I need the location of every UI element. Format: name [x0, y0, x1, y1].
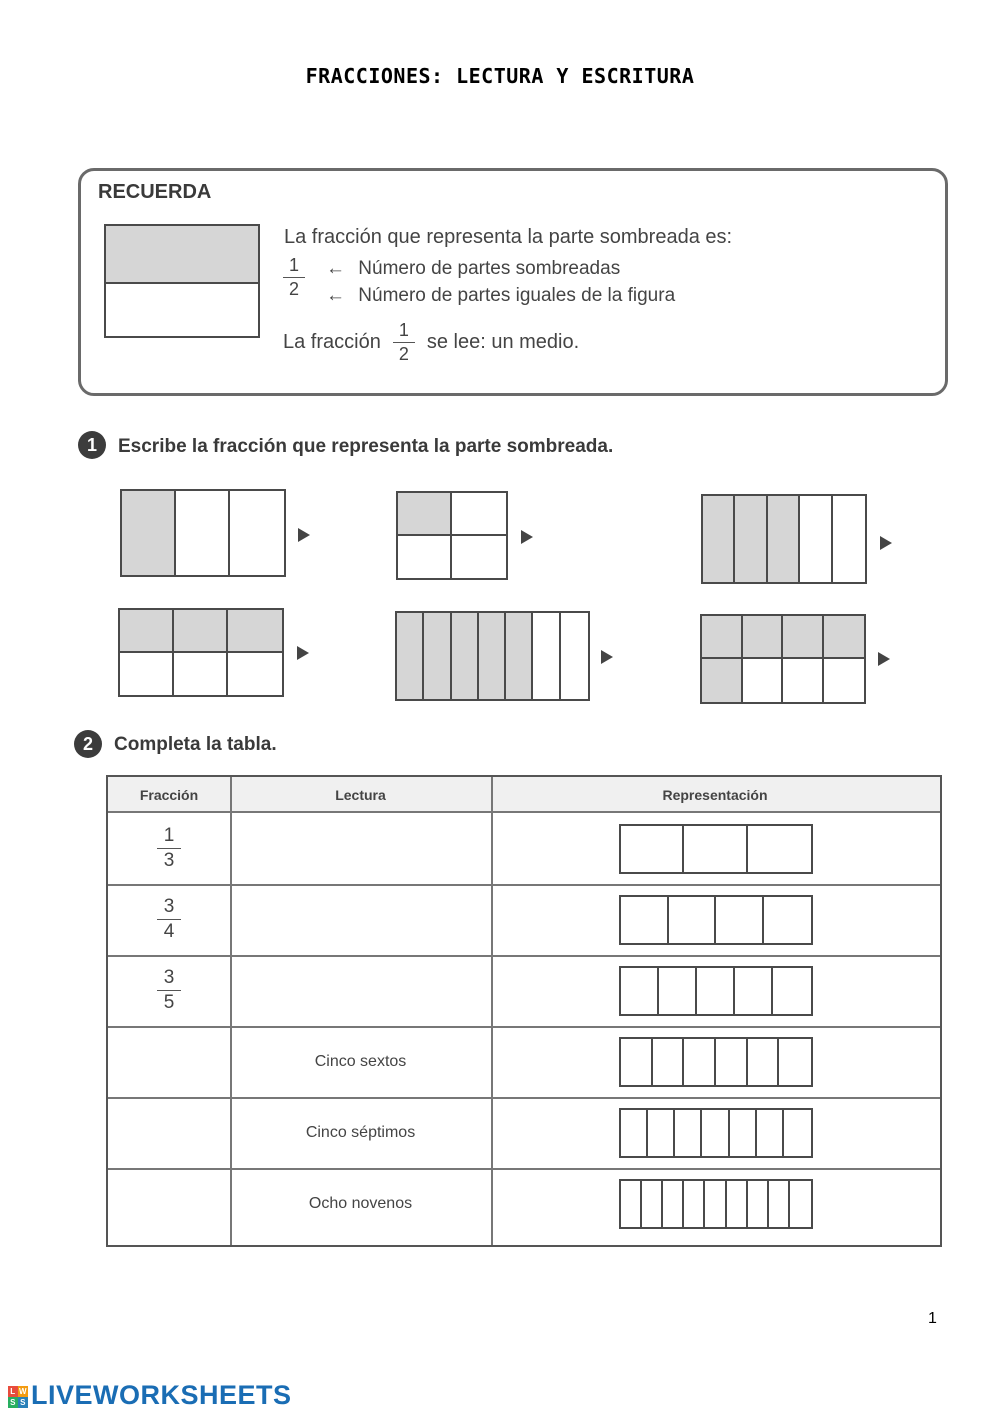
shaded-part — [506, 613, 533, 699]
unshaded-part — [176, 491, 230, 575]
answer-arrow-icon — [880, 536, 892, 550]
column-header: Representación — [662, 787, 768, 803]
shaded-part — [768, 496, 800, 582]
read-numerator: 1 — [398, 320, 409, 340]
unshaded-part — [743, 659, 784, 702]
unshaded-part — [452, 493, 506, 536]
representation-part[interactable] — [769, 1181, 790, 1227]
representation-part[interactable] — [659, 968, 697, 1014]
representation-part[interactable] — [748, 1039, 780, 1085]
unshaded-part — [833, 496, 865, 582]
fraction-cell[interactable] — [108, 1026, 230, 1097]
fraction-denominator: 5 — [163, 992, 175, 1014]
representation-part[interactable] — [621, 826, 684, 872]
unshaded-part — [230, 491, 284, 575]
representation-part[interactable] — [730, 1110, 757, 1156]
reading-cell: Cinco sextos — [314, 1052, 407, 1070]
fraction-denominator: 4 — [163, 921, 175, 943]
unshaded-part — [533, 613, 560, 699]
reading-cell: Ocho novenos — [308, 1194, 413, 1212]
table-row — [108, 1168, 940, 1239]
shaded-part — [824, 616, 865, 659]
fraction-bar — [157, 990, 181, 992]
representation-bar[interactable] — [619, 1037, 813, 1087]
fraction-cell[interactable] — [108, 1168, 230, 1239]
figure-2-quarters — [396, 491, 508, 580]
logo-text: LIVEWORKSHEETS — [31, 1380, 292, 1410]
page-number: 1 — [928, 1310, 937, 1327]
liveworksheets-logo — [8, 1380, 292, 1411]
recuerda-heading: RECUERDA — [98, 181, 212, 203]
fraction-value — [157, 967, 181, 1014]
fraction-numerator: 1 — [163, 824, 175, 846]
fraction-bar — [157, 919, 181, 921]
shaded-part — [398, 493, 452, 536]
left-arrow-icon: ← — [326, 285, 345, 306]
unshaded-part — [228, 653, 282, 696]
answer-arrow-icon — [878, 652, 890, 666]
representation-part[interactable] — [773, 968, 811, 1014]
recuerda-line1: La fracción que representa la parte sombreada es: — [284, 226, 733, 248]
reading-cell[interactable] — [230, 884, 491, 955]
unshaded-part — [398, 536, 452, 579]
unshaded-part — [824, 659, 865, 702]
representation-part[interactable] — [757, 1110, 784, 1156]
representation-part[interactable] — [669, 897, 717, 943]
shaded-part — [703, 496, 735, 582]
unshaded-part — [783, 659, 824, 702]
shaded-part — [702, 659, 743, 702]
left-arrow-icon: ← — [326, 258, 345, 279]
denominator-label: Número de partes iguales de la figura — [358, 285, 676, 306]
fraction-cell[interactable] — [108, 813, 230, 884]
representation-part[interactable] — [748, 1181, 769, 1227]
read-fraction — [393, 320, 415, 365]
unshaded-part — [120, 653, 174, 696]
answer-arrow-icon — [601, 650, 613, 664]
page-title: FRACCIONES: LECTURA Y ESCRITURA — [305, 64, 695, 88]
figure-6-eighths — [700, 614, 866, 704]
representation-part[interactable] — [675, 1110, 702, 1156]
recuerda-shaded-half — [106, 226, 258, 284]
representation-part[interactable] — [697, 968, 735, 1014]
representation-bar[interactable] — [619, 895, 813, 945]
figure-3-fifths — [701, 494, 867, 584]
fraction-numerator: 3 — [163, 966, 175, 988]
fraction-bar — [283, 277, 305, 279]
shaded-part — [122, 491, 176, 575]
shaded-part — [452, 613, 479, 699]
column-header: Fracción — [139, 787, 199, 803]
shaded-part — [479, 613, 506, 699]
column-header: Lectura — [335, 787, 386, 803]
shaded-part — [120, 610, 174, 653]
representation-part[interactable] — [784, 1110, 811, 1156]
unshaded-part — [800, 496, 832, 582]
representation-part[interactable] — [748, 826, 811, 872]
table-row — [108, 1026, 940, 1097]
representation-part[interactable] — [621, 1181, 642, 1227]
reading-cell[interactable] — [230, 813, 491, 884]
representation-part[interactable] — [653, 1039, 685, 1085]
fraction-cell[interactable] — [108, 884, 230, 955]
answer-arrow-icon — [298, 528, 310, 542]
representation-bar[interactable] — [619, 824, 813, 874]
representation-part[interactable] — [716, 897, 764, 943]
recuerda-numerator: 1 — [288, 255, 299, 275]
answer-arrow-icon — [521, 530, 533, 544]
read-prefix: La fracción — [283, 330, 381, 353]
recuerda-fraction — [283, 255, 305, 300]
representation-part[interactable] — [621, 968, 659, 1014]
representation-part[interactable] — [764, 897, 812, 943]
fraction-value — [157, 825, 181, 872]
unshaded-part — [561, 613, 588, 699]
representation-bar[interactable] — [619, 1108, 813, 1158]
representation-part[interactable] — [684, 1181, 705, 1227]
representation-part[interactable] — [621, 1039, 653, 1085]
representation-part[interactable] — [621, 1110, 648, 1156]
shaded-part — [783, 616, 824, 659]
figure-4-sixths — [118, 608, 284, 697]
representation-bar[interactable] — [619, 966, 813, 1016]
representation-part[interactable] — [684, 1039, 716, 1085]
read-suffix: se lee: un medio. — [426, 330, 580, 353]
fraction-denominator: 3 — [163, 850, 175, 872]
shaded-part — [702, 616, 743, 659]
representation-part[interactable] — [621, 897, 669, 943]
exercise-1-number: 1 — [78, 431, 106, 459]
representation-part[interactable] — [642, 1181, 663, 1227]
fraction-bar — [393, 342, 415, 344]
shaded-part — [228, 610, 282, 653]
shaded-part — [735, 496, 767, 582]
figure-1-thirds — [120, 489, 286, 577]
recuerda-half-figure — [104, 224, 260, 338]
fraction-numerator: 3 — [163, 895, 175, 917]
representation-part[interactable] — [727, 1181, 748, 1227]
read-denominator: 2 — [398, 344, 409, 365]
shaded-part — [743, 616, 784, 659]
reading-cell: Cinco séptimos — [305, 1123, 416, 1141]
table-row — [108, 1097, 940, 1168]
fraction-value — [157, 896, 181, 943]
representation-part[interactable] — [663, 1181, 684, 1227]
exercise-1-heading: Escribe la fracción que representa la parte sombreada. — [118, 436, 614, 457]
numerator-label: Número de partes sombreadas — [358, 258, 621, 279]
figure-5-sevenths — [395, 611, 590, 701]
unshaded-part — [174, 653, 228, 696]
exercise-2-heading: Completa la tabla. — [114, 734, 277, 755]
representation-part[interactable] — [648, 1110, 675, 1156]
representation-part[interactable] — [705, 1181, 726, 1227]
representation-bar[interactable] — [619, 1179, 813, 1229]
representation-part[interactable] — [716, 1039, 748, 1085]
fractions-table — [106, 775, 942, 1247]
representation-part[interactable] — [702, 1110, 729, 1156]
logo-badge-icon: L W S S — [8, 1386, 28, 1408]
answer-arrow-icon — [297, 646, 309, 660]
table-row — [108, 813, 940, 884]
representation-part[interactable] — [735, 968, 773, 1014]
table-row — [108, 955, 940, 1026]
unshaded-part — [452, 536, 506, 579]
shaded-part — [397, 613, 424, 699]
fraction-cell[interactable] — [108, 955, 230, 1026]
exercise-2-number: 2 — [74, 730, 102, 758]
recuerda-denominator: 2 — [288, 279, 299, 300]
shaded-part — [424, 613, 451, 699]
fraction-bar — [157, 848, 181, 850]
table-row — [108, 884, 940, 955]
reading-cell[interactable] — [230, 955, 491, 1026]
representation-part[interactable] — [790, 1181, 811, 1227]
representation-part[interactable] — [779, 1039, 811, 1085]
representation-part[interactable] — [684, 826, 747, 872]
shaded-part — [174, 610, 228, 653]
fraction-cell[interactable] — [108, 1097, 230, 1168]
